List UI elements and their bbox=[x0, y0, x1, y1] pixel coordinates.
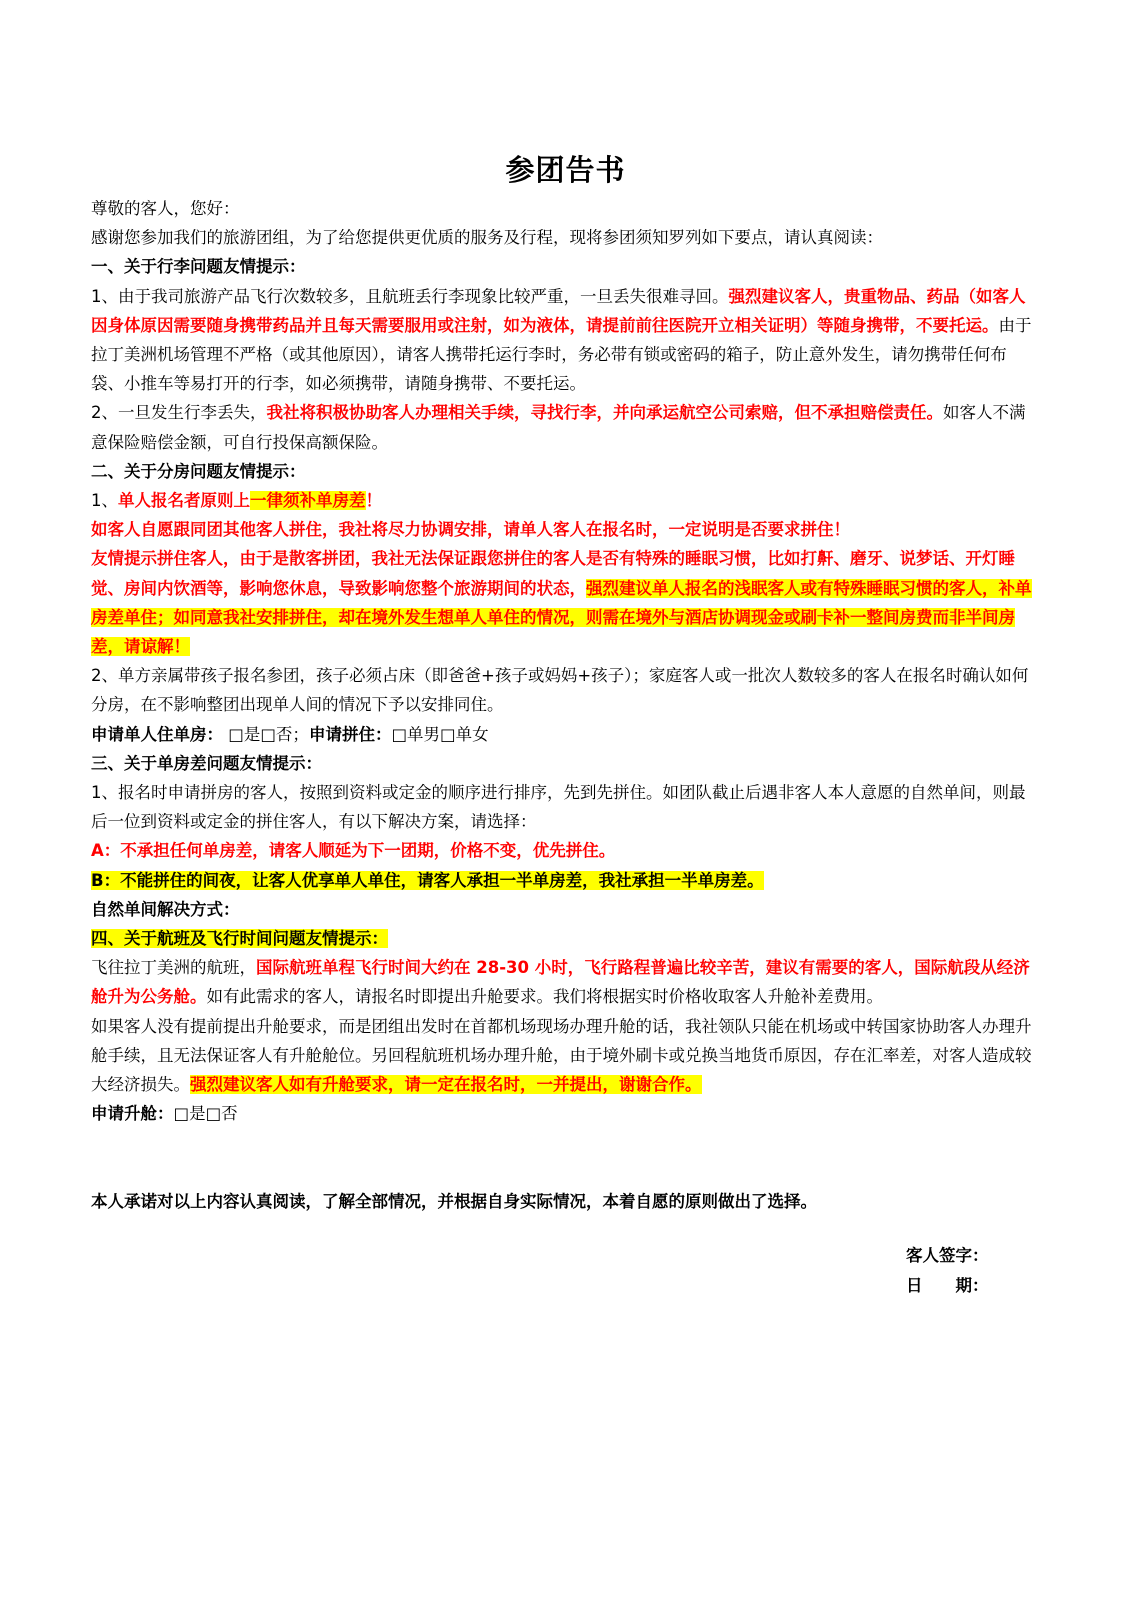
emphasis-text: 我社将积极协助客人办理相关手续，寻找行李，并向承运航空公司索赔，但不承担赔偿责任。 bbox=[266, 403, 943, 423]
option-a bbox=[91, 836, 1033, 865]
text-run: 由于拉丁美洲机场管理不严格（或其他原因），请客人携带托运行李时，务必带有锁或密码的箱子，防止意外发生，请勿携带任何布袋、小推车等易打开的行李，如必须携带，请随身携带、不要托运。 bbox=[91, 315, 1032, 394]
room-application-line bbox=[91, 720, 1033, 749]
highlighted-text: 强烈建议单人报名的浅眠客人或有特殊睡眠习惯的客人，补单房差单住；如同意我社安排拼住，却在境外发生想单人单住的情况，则需在境外与酒店协调现金或刷卡补一整间房费而非半间房差，请谅解！ bbox=[91, 578, 1032, 657]
document-body bbox=[91, 194, 1033, 1216]
highlighted-text: 一律须补单房差 bbox=[250, 491, 366, 511]
text-run: 1、由于我司旅游产品飞行次数较多，且航班丢行李现象比较严重，一旦丢失很难寻回。 bbox=[91, 286, 729, 306]
intro-paragraph: 感谢您参加我们的旅游团组，为了给您提供更优质的服务及行程，现将参团须知罗列如下要点，请认真阅读： bbox=[91, 228, 883, 248]
section-2-paragraph-4: 2、单方亲属带孩子报名参团，孩子必须占床（即爸爸+孩子或妈妈+孩子）；家庭客人或一批次人数较多的客人在报名时确认如何分房，在不影响整团出现单人间的情况下予以安排同住。 bbox=[91, 666, 1029, 715]
date-label: 日 期： bbox=[906, 1276, 989, 1295]
section-2-heading: 二、关于分房问题友情提示： bbox=[91, 461, 306, 481]
single-room-label: 申请单人住单房： bbox=[91, 724, 223, 744]
emphasis-text: 强烈建议客人，贵重物品、药品（如客人因身体原因需要随身携带药品并且每天需要服用或注射，如为液体，请提前前往医院开立相关证明）等随身携带，不要托运。 bbox=[91, 286, 1026, 335]
option-b bbox=[91, 866, 1033, 895]
text-run: 如客人不满意保险赔偿金额，可自行投保高额保险。 bbox=[91, 403, 1026, 452]
section-2-paragraph-1 bbox=[91, 486, 1033, 515]
option-a-text: A：不承担任何单房差，请客人顺延为下一团期，价格不变，优先拼住。 bbox=[91, 841, 616, 861]
emphasis-text: 单人报名者原则上 bbox=[118, 491, 250, 511]
section-1-paragraph-2 bbox=[91, 398, 1033, 456]
section-4-heading: 四、关于航班及飞行时间问题友情提示： bbox=[91, 929, 388, 949]
section-3-heading: 三、关于单房差问题友情提示： bbox=[91, 753, 322, 773]
section-2-paragraph-2: 如客人自愿跟同团其他客人拼住，我社将尽力协调安排，请单人客人在报名时，一定说明是否要求拼住！ bbox=[91, 520, 850, 540]
commitment-statement: 本人承诺对以上内容认真阅读，了解全部情况，并根据自身实际情况，本着自愿的原则做出了选择。 bbox=[91, 1191, 817, 1211]
share-room-label: 申请拼住： bbox=[308, 724, 392, 744]
text-run: 2、一旦发生行李丢失， bbox=[91, 403, 267, 423]
share-room-checkboxes[interactable]: □单男□单女 bbox=[391, 724, 489, 744]
spacer bbox=[91, 1129, 1033, 1187]
emphasis-text: 国际航班单程飞行时间大约在 28-30 小时，飞行路程普遍比较辛苦，建议有需要的客人，国际航段从经济舱升为公务舱。 bbox=[91, 958, 1030, 1007]
text-run: 如果客人没有提前提出升舱要求，而是团组出发时在首都机场现场办理升舱的话，我社领队只能在机场或中转国家协助客人办理升舱手续，且无法保证客人有升舱舱位。另回程航班机场办理升舱，由于境外刷卡或兑换当地货币原因，存在汇率差，对客人造成较大经济损失。 bbox=[91, 1016, 1032, 1095]
upgrade-application-line bbox=[91, 1099, 1033, 1128]
upgrade-label: 申请升舱： bbox=[91, 1104, 174, 1124]
highlighted-text: 强烈建议客人如有升舱要求，请一定在报名时，一并提出，谢谢合作。 bbox=[190, 1075, 702, 1095]
section-3-paragraph-1: 1、报名时申请拼房的客人，按照到资料或定金的顺序进行排序，先到先拼住。如团队截止后遇非客人本人意愿的自然单间，则最后一位到资料或定金的拼住客人，有以下解决方案，请选择： bbox=[91, 783, 1026, 832]
signature-label: 客人签字： bbox=[906, 1246, 989, 1265]
text-run: 如有此需求的客人，请报名时即提出升舱要求。我们将根据实时价格收取客人升舱补差费用。 bbox=[206, 987, 883, 1007]
emphasis-text: 友情提示拼住客人，由于是散客拼团，我社无法保证跟您拼住的客人是否有特殊的睡眠习惯，比如打鼾、磨牙、说梦话、开灯睡觉、房间内饮酒等，影响您休息，导致影响您整个旅游期间的状态， bbox=[91, 549, 1015, 598]
greeting: 尊敬的客人，您好： bbox=[91, 199, 240, 218]
page-title: 参团告书 bbox=[505, 153, 626, 187]
section-1-paragraph-1 bbox=[91, 282, 1033, 399]
section-4-heading-line bbox=[91, 924, 1033, 953]
section-4-paragraph-1 bbox=[91, 953, 1033, 1011]
signature-block bbox=[906, 1241, 989, 1301]
option-b-text: B：不能拼住的间夜，让客人优享单人单住，请客人承担一半单房差，我社承担一半单房差。 bbox=[91, 870, 764, 890]
section-4-paragraph-2 bbox=[91, 1012, 1033, 1100]
emphasis-text: ！ bbox=[365, 491, 382, 511]
single-room-checkboxes[interactable]: □是□否； bbox=[223, 724, 309, 744]
upgrade-checkboxes[interactable]: □是□否 bbox=[173, 1104, 238, 1124]
text-run: 1、 bbox=[91, 491, 118, 511]
natural-single-room-label: 自然单间解决方式： bbox=[91, 899, 240, 919]
section-2-paragraph-3 bbox=[91, 544, 1033, 661]
section-1-heading: 一、关于行李问题友情提示： bbox=[91, 257, 306, 277]
text-run: 飞往拉丁美洲的航班， bbox=[91, 958, 256, 978]
